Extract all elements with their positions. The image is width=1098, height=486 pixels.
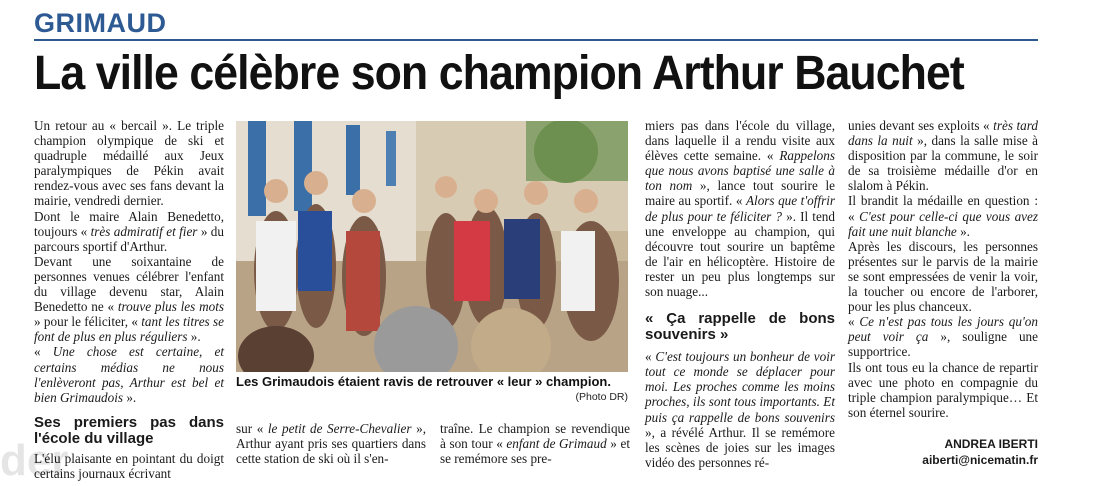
article-column-4 xyxy=(645,118,835,470)
paragraph-8: miers pas dans l'école du village, dans laquelle il a rendu visite aux élèves cette semaine. « Rappelons que nous avons baptisé une salle à ton nom », lance tout sourire le maire au sportif. « Alors que t'offrir de plus pour te féliciter ? ». Il tend une enveloppe au champion, qui découvre tout sourire un baptême de l'air en hélicoptère. Histoire de rester un peu plus longtemps sur son nuage... xyxy=(645,118,836,300)
header-rule xyxy=(34,39,1038,41)
paragraph-7: traîne. Le champion se revendique à son tour « enfant de Grimaud » et se remémore ses pre- xyxy=(440,421,630,467)
article-photo xyxy=(236,121,628,372)
paragraph-9: « C'est toujours un bonheur de voir tout ce monde se déplacer pour moi. Les proches comme les moins proches, ils sont tous importants. Et puis ça rappelle de bons souvenirs », a révélé Arthur. Il se remémore les scènes de joies sur les images vidéo des personnes ré- xyxy=(645,349,835,470)
article-column-1 xyxy=(34,118,224,481)
section-kicker: GRIMAUD xyxy=(34,8,167,38)
paragraph-2: Dont le maire Alain Benedetto, toujours « très admiratif et fier » du parcours sportif d'Arthur. xyxy=(34,208,224,254)
paragraph-13: « Ce n'est pas tous les jours qu'on peut voir ça », souligne une supportrice. xyxy=(848,314,1038,360)
paragraph-4: « Une chose est certaine, et certains médias ne nous l'enlèveront pas, Arthur est bel et bien Grimaudois ». xyxy=(34,344,225,405)
subheading-1: Ses premiers pas dans l'école du village xyxy=(34,413,224,447)
paragraph-11: Il brandit la médaille en question : « C'est pour celle-ci que vous avez fait une nuit blanche ». xyxy=(848,193,1039,239)
headline: La ville célèbre son champion Arthur Bauchet xyxy=(34,47,964,100)
subheading-2: « Ça rappelle de bons souvenirs » xyxy=(645,310,835,344)
paragraph-1: Un retour au « bercail ». Le triple champion olympique de ski et quadruple médaillé aux Jeux paralympiques de Pékin avait rendez-vous avec ses fans devant la mairie, vendredi dernier. xyxy=(34,118,224,209)
photo-credit: (Photo DR) xyxy=(575,391,628,403)
article-column-3 xyxy=(440,421,630,466)
article-column-2 xyxy=(236,421,426,466)
paragraph-6: sur « le petit de Serre-Chevalier », Arthur ayant pris ses quartiers dans cette station de ski où il s'en- xyxy=(236,421,427,467)
author-name: ANDREA IBERTI xyxy=(944,437,1038,451)
author-email[interactable]: aiberti@nicematin.fr xyxy=(922,453,1038,467)
paragraph-3: Devant une soixantaine de personnes venues célébrer l'enfant du village devenu star, Alain Benedetto ne « trouve plus les mots » pour le féliciter, « tant les titres se font de plus en plus réguliers ». xyxy=(34,253,224,345)
photo-caption: Les Grimaudois étaient ravis de retrouver « leur » champion. xyxy=(236,374,611,389)
paragraph-10: unies devant ses exploits « très tard dans la nuit », dans la salle mise à disposition par la commune, le soir de sa troisième médaille d'or en slalom à Pékin. xyxy=(848,118,1038,194)
paragraph-12: Après les discours, les personnes présentes sur le parvis de la mairie se sont empressées de venir la voir, la toucher ou encore de l'arborer, pour les plus chanceux. xyxy=(848,238,1038,315)
photo-illustration xyxy=(236,121,628,372)
paragraph-14: Ils ont tous eu la chance de repartir avec une photo en compagnie du triple champion paralympique… Et son éternel sourire. xyxy=(848,359,1038,420)
watermark: der xyxy=(0,436,69,485)
article-column-5 xyxy=(848,118,1038,420)
paragraph-5: L'élu plaisante en pointant du doigt certains journaux écrivant xyxy=(34,450,224,481)
